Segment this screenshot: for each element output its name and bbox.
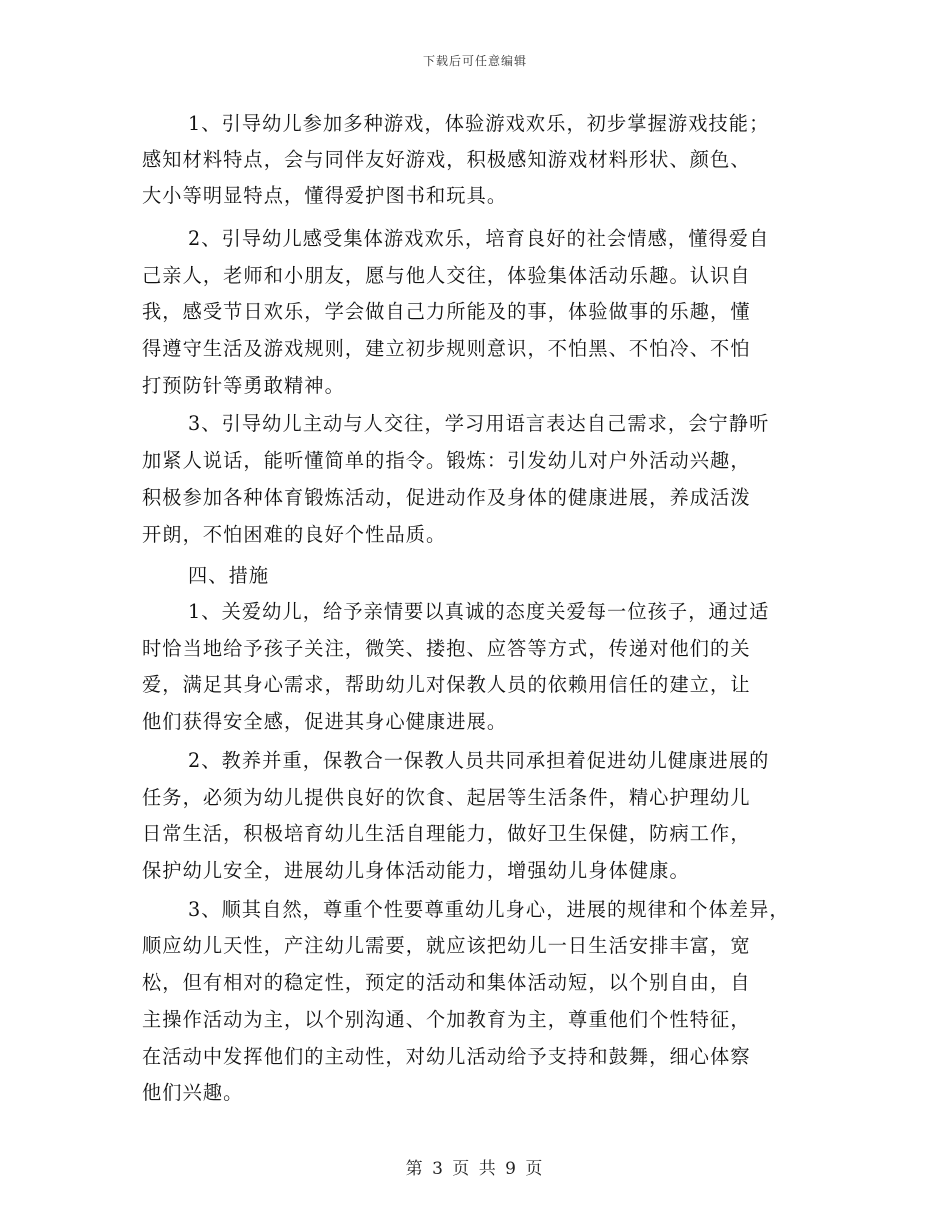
body-line: 顺应幼儿天性，产注幼儿需要，就应该把幼儿一日生活安排丰富，宽: [142, 934, 751, 957]
body-line: 主操作活动为主，以个别沟通、个加教育为主，尊重他们个性特征，: [142, 1008, 751, 1031]
body-line: 得遵守生活及游戏规则，建立初步规则意识，不怕黑、不怕冷、不怕: [142, 337, 751, 360]
body-line: 任务，必须为幼儿提供良好的饮食、起居等生活条件，精心护理幼儿: [142, 786, 751, 809]
body-line: 1、关爱幼儿，给予亲情要以真诚的态度关爱每一位孩子，通过适: [188, 600, 770, 623]
page-header-note: 下载后可任意编辑: [422, 54, 527, 68]
body-line: 松，但有相对的稳定性，预定的活动和集体活动短，以个别自由，自: [142, 971, 751, 994]
body-line: 我，感受节日欢乐，学会做自己力所能及的事，体验做事的乐趣，懂: [142, 300, 751, 323]
body-line: 开朗，不怕困难的良好个性品质。: [142, 523, 447, 546]
body-line: 打预防针等勇敢精神。: [142, 374, 345, 397]
body-line: 己亲人，老师和小朋友，愿与他人交往，体验集体活动乐趣。认识自: [142, 264, 751, 287]
body-line: 大小等明显特点，懂得爱护图书和玩具。: [142, 184, 508, 207]
body-line: 时恰当地给予孩子关注，微笑、搂抱、应答等方式，传递对他们的关: [142, 637, 751, 660]
body-line: 2、教养并重，保教合一保教人员共同承担着促进幼儿健康进展的: [188, 749, 770, 772]
body-line: 爱，满足其身心需求，帮助幼儿对保教人员的依赖用信任的建立，让: [142, 673, 751, 696]
body-line: 他们兴趣。: [142, 1081, 244, 1104]
body-line: 在活动中发挥他们的主动性，对幼儿活动给予支持和鼓舞，细心体察: [142, 1045, 751, 1068]
body-line: 2、引导幼儿感受集体游戏欢乐，培育良好的社会情感，懂得爱自: [188, 227, 770, 250]
section-heading: 四、措施: [188, 564, 270, 587]
body-line: 3、顺其自然，尊重个性要尊重幼儿身心，进展的规律和个体差异，: [188, 898, 790, 921]
page-number: 第 3 页 共 9 页: [405, 1159, 545, 1179]
body-line: 积极参加各种体育锻炼活动，促进动作及身体的健康进展，养成活泼: [142, 486, 751, 509]
body-line: 他们获得安全感，促进其身心健康进展。: [142, 710, 508, 733]
body-line: 感知材料特点，会与同伴友好游戏，积极感知游戏材料形状、颜色、: [142, 148, 751, 171]
body-line: 日常生活，积极培育幼儿生活自理能力，做好卫生保健，防病工作，: [142, 822, 751, 845]
body-line: 3、引导幼儿主动与人交往，学习用语言表达自己需求，会宁静听: [188, 412, 770, 435]
body-line: 1、引导幼儿参加多种游戏，体验游戏欢乐，初步掌握游戏技能；: [188, 112, 770, 135]
body-line: 加紧人说话，能听懂简单的指令。锻炼：引发幼儿对户外活动兴趣，: [142, 449, 751, 472]
body-line: 保护幼儿安全，进展幼儿身体活动能力，增强幼儿身体健康。: [142, 859, 690, 882]
